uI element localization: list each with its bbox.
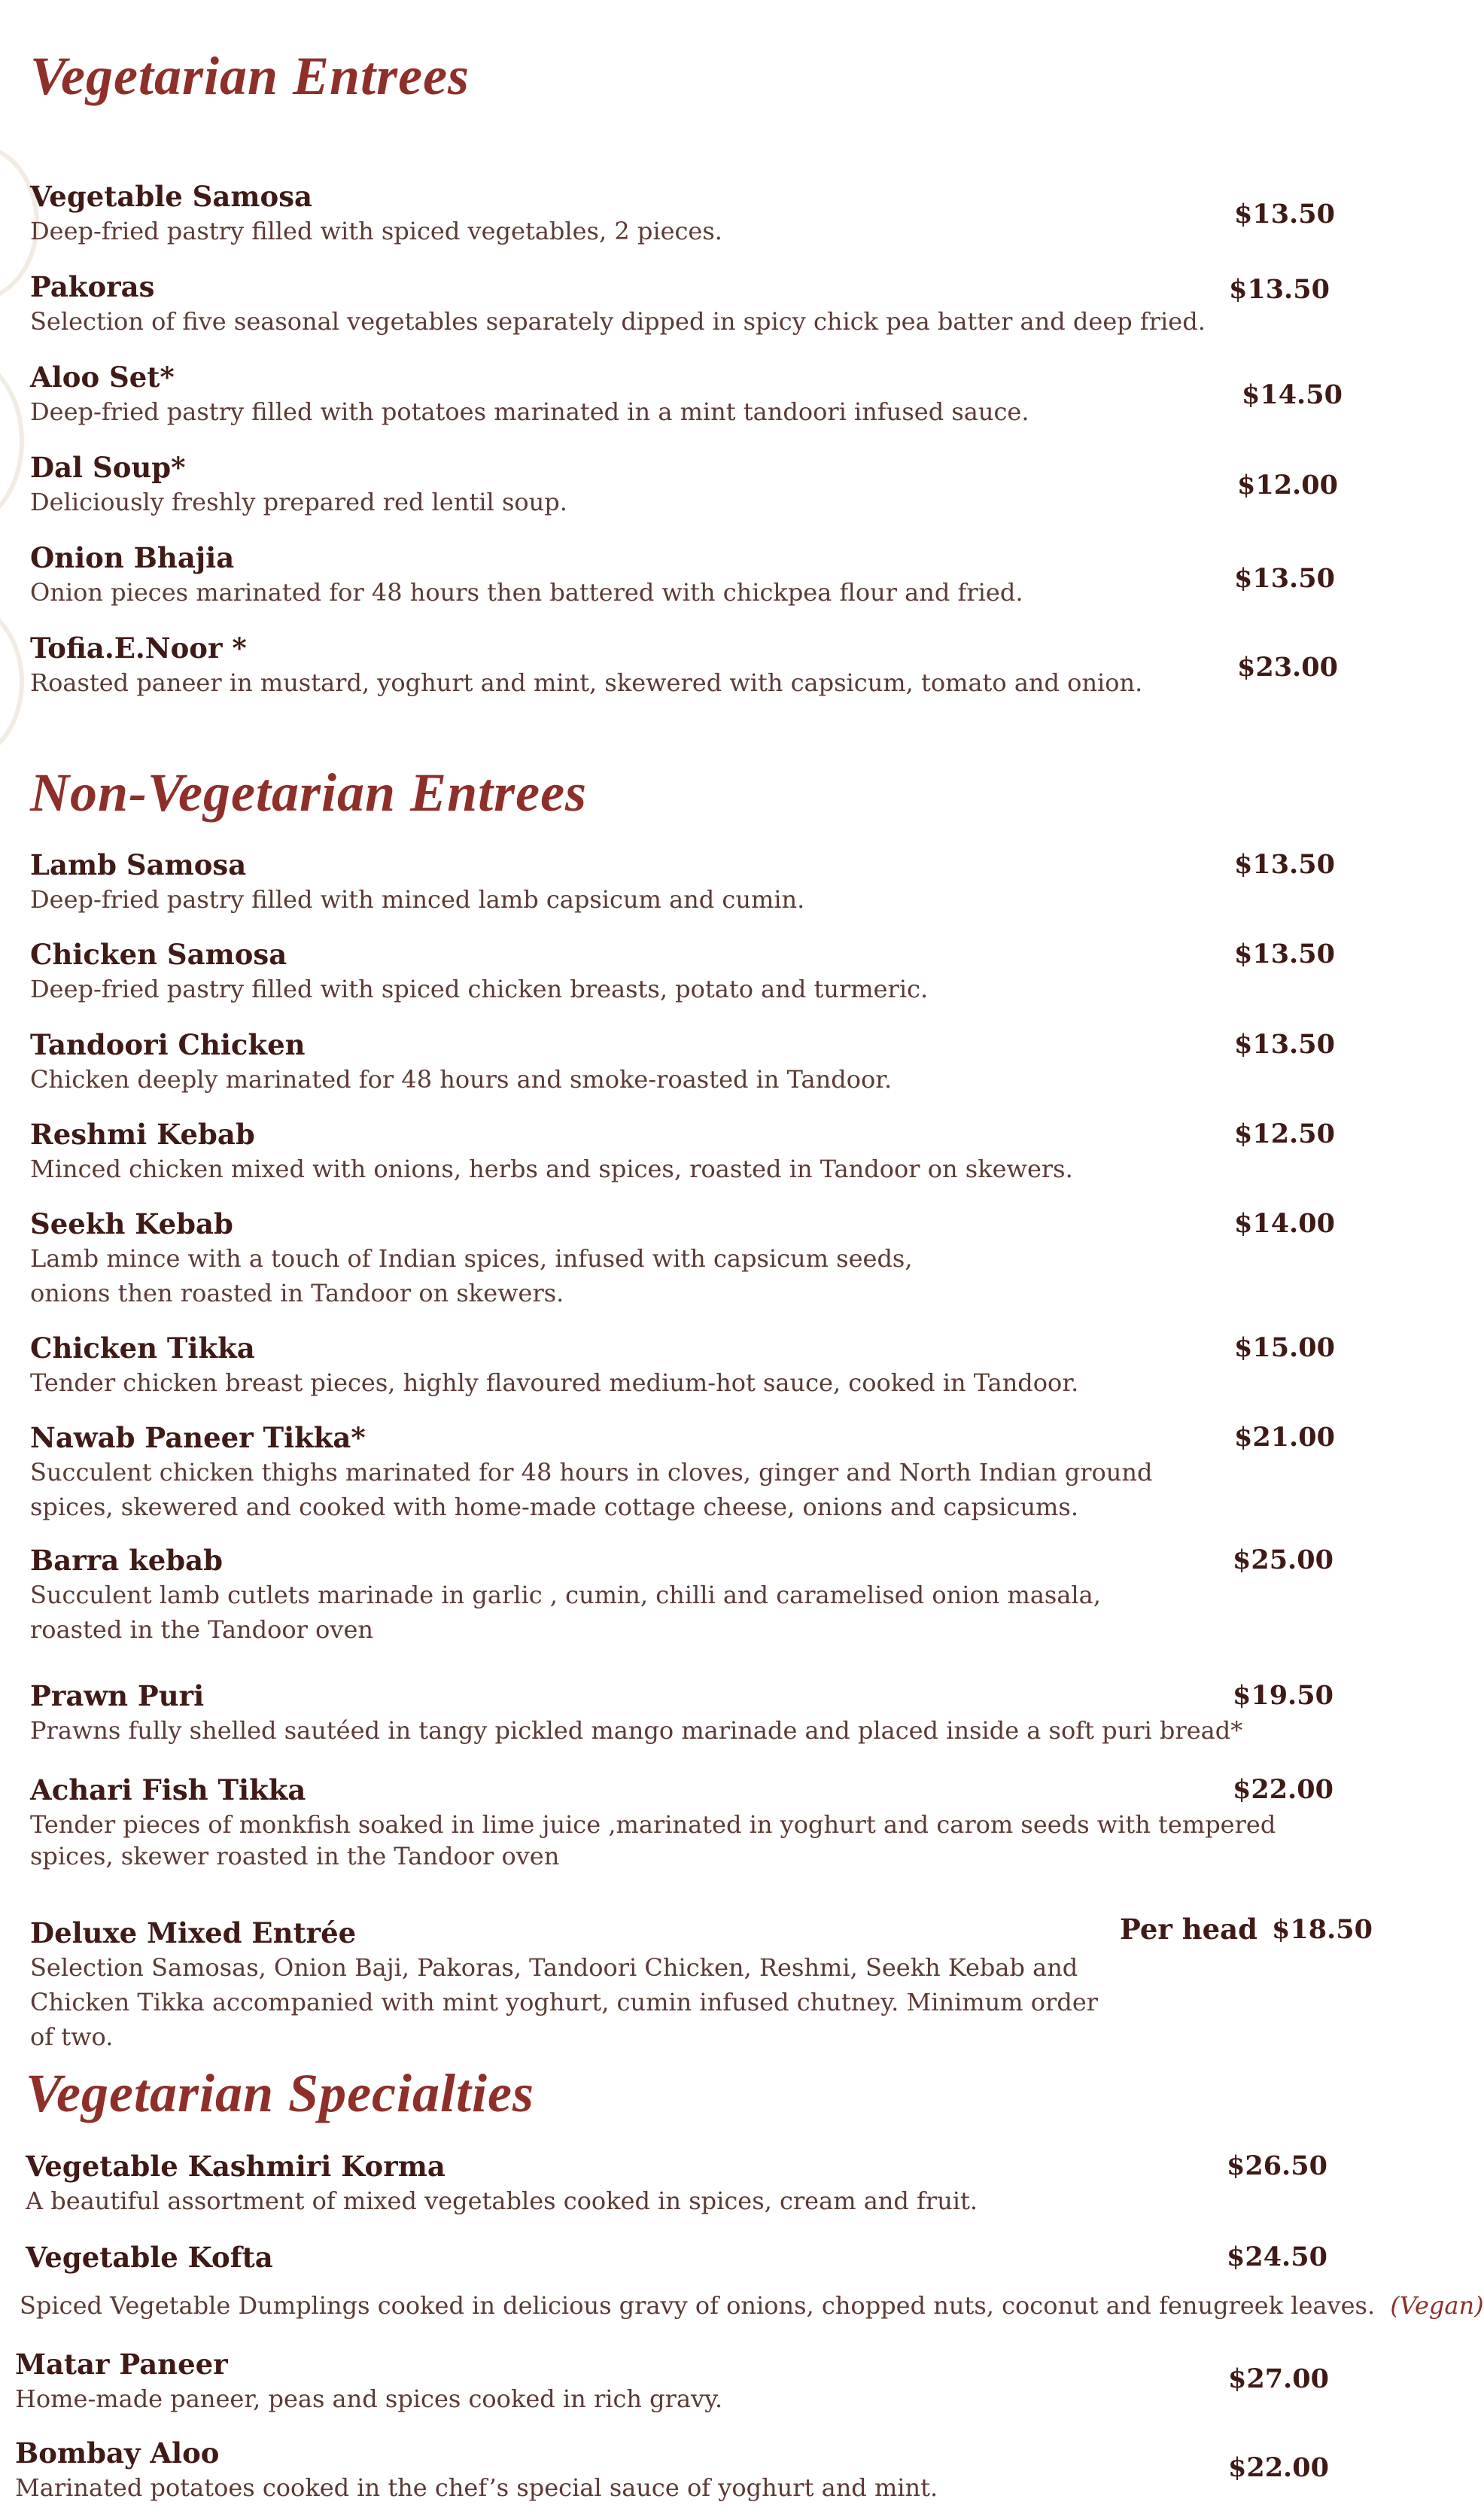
item-description: Minced chicken mixed with onions, herbs and spices, roasted in Tandoor on skewers. [30, 1155, 1073, 1183]
item-price: $21.00 [1234, 1422, 1335, 1453]
item-name: Vegetable Kofta [26, 2241, 273, 2274]
item-description-line-2: spices, skewered and cooked with home-made cottage cheese, onions and capsicums. [30, 1493, 1078, 1521]
item-name: Onion Bhajia [30, 541, 235, 574]
item-price: $26.50 [1227, 2150, 1327, 2181]
item-price: $13.50 [1234, 1029, 1335, 1060]
decorative-ornament [0, 354, 24, 528]
item-price: $27.00 [1228, 2363, 1329, 2394]
item-price: $24.50 [1227, 2242, 1327, 2272]
menu-item-description-row [20, 2288, 1484, 2323]
item-description: Succulent chicken thighs marinated for 48 hours in cloves, ginger and North Indian ground [30, 1458, 1153, 1487]
item-name: Bombay Aloo [15, 2436, 220, 2470]
item-price: $13.50 [1234, 939, 1335, 969]
item-description: Succulent lamb cutlets marinade in garlic , cumin, chilli and caramelised onion masala, [30, 1581, 1101, 1609]
item-name: Tandoori Chicken [30, 1028, 306, 1061]
item-description: Marinated potatoes cooked in the chef’s special sauce of yoghurt and mint. [15, 2473, 938, 2502]
item-name: Matar Paneer [15, 2348, 228, 2381]
menu-item [30, 937, 928, 1006]
item-name: Dal Soup* [30, 451, 186, 484]
item-name: Prawn Puri [30, 1679, 205, 1712]
item-price: $25.00 [1233, 1545, 1333, 1575]
item-name: Chicken Tikka [30, 1332, 255, 1365]
item-price: $14.50 [1242, 379, 1343, 410]
item-description: A beautiful assortment of mixed vegetables cooked in spices, cream and fruit. [26, 2187, 978, 2215]
item-price: $18.50 [1272, 1914, 1373, 1945]
item-name: Chicken Samosa [30, 938, 287, 971]
item-name: Barra kebab [30, 1544, 223, 1577]
section-title-vegetarian-entrees: Vegetarian Entrees [30, 46, 470, 106]
per-head-label: Per head [1120, 1913, 1258, 1946]
menu-item [26, 2240, 273, 2275]
item-price: $12.00 [1237, 470, 1338, 501]
menu-item [30, 1543, 1101, 1647]
menu-item [26, 2149, 978, 2218]
menu-item [30, 450, 567, 519]
item-price: $23.00 [1237, 652, 1338, 683]
menu-item [30, 1773, 1276, 1873]
item-description: Selection of five seasonal vegetables separately dipped in spicy chick pea batter and deep fried. [30, 307, 1206, 336]
menu-item [30, 1420, 1152, 1524]
item-price: $12.50 [1234, 1118, 1335, 1149]
item-name: Vegetable Samosa [30, 180, 313, 213]
item-name: Nawab Paneer Tikka* [30, 1421, 366, 1454]
item-price: $13.50 [1234, 199, 1335, 230]
menu-item [30, 1117, 1073, 1186]
item-price: $13.50 [1234, 563, 1335, 594]
section-title-non-vegetarian-entrees: Non-Vegetarian Entrees [30, 762, 588, 823]
item-description: Lamb mince with a touch of Indian spices, infused with capsicum seeds, [30, 1244, 913, 1273]
vegan-note: (Vegan) [1390, 2291, 1484, 2320]
menu-item [30, 1916, 1098, 2054]
decorative-ornament [0, 602, 24, 762]
menu-item [30, 1027, 892, 1097]
item-name: Seekh Kebab [30, 1207, 233, 1240]
item-description-line-2: Chicken Tikka accompanied with mint yoghurt, cumin infused chutney. Minimum order [30, 1988, 1099, 2016]
item-price: $15.00 [1234, 1332, 1335, 1363]
item-price: $22.00 [1228, 2452, 1329, 2483]
item-price: $14.00 [1234, 1208, 1335, 1239]
menu-item [30, 269, 1206, 339]
menu-item [30, 1207, 913, 1310]
item-description: Spiced Vegetable Dumplings cooked in delicious gravy of onions, chopped nuts, coconut and fenugreek leaves. [20, 2291, 1376, 2320]
section-title-vegetarian-specialties: Vegetarian Specialties [26, 2063, 534, 2123]
menu-item [30, 1331, 1078, 1400]
item-description: Onion pieces marinated for 48 hours then battered with chickpea flour and fried. [30, 578, 1023, 607]
item-name: Vegetable Kashmiri Korma [26, 2150, 446, 2183]
item-price: $19.50 [1233, 1680, 1333, 1711]
item-name: Deluxe Mixed Entrée [30, 1916, 357, 1949]
item-name: Tofia.E.Noor * [30, 632, 247, 665]
item-description: Roasted paneer in mustard, yoghurt and mint, skewered with capsicum, tomato and onion. [30, 668, 1143, 697]
item-description: Selection Samosas, Onion Baji, Pakoras, Tandoori Chicken, Reshmi, Seekh Kebab and [30, 1953, 1078, 1982]
item-description: Deliciously freshly prepared red lentil soup. [30, 488, 567, 516]
menu-item [30, 179, 722, 248]
item-description: Deep-fried pastry filled with minced lamb capsicum and cumin. [30, 885, 805, 914]
item-name: Pakoras [30, 270, 155, 303]
item-price: $22.00 [1233, 1774, 1333, 1805]
item-price: $13.50 [1234, 849, 1335, 880]
menu-item [30, 1678, 1242, 1748]
item-description-line-2: roasted in the Tandoor oven [30, 1615, 374, 1644]
menu-item [30, 848, 804, 917]
menu-item [30, 540, 1023, 610]
item-description: Deep-fried pastry filled with spiced vegetables, 2 pieces. [30, 217, 722, 245]
item-description: Tender chicken breast pieces, highly flavoured medium-hot sauce, cooked in Tandoor. [30, 1368, 1079, 1397]
item-name: Lamb Samosa [30, 848, 247, 881]
item-description-line-2: spices, skewer roasted in the Tandoor oven [30, 1842, 560, 1870]
item-description: Deep-fried pastry filled with potatoes marinated in a mint tandoori infused sauce. [30, 397, 1029, 426]
item-price: $13.50 [1229, 274, 1330, 305]
menu-item [15, 2436, 938, 2505]
menu-item [30, 360, 1029, 429]
item-description: Home-made paneer, peas and spices cooked in rich gravy. [15, 2385, 723, 2413]
item-description: Prawns fully shelled sautéed in tangy pickled mango marinade and placed inside a soft puri bread* [30, 1716, 1243, 1745]
menu-item [15, 2347, 722, 2416]
item-name: Achari Fish Tikka [30, 1773, 306, 1806]
item-description: Deep-fried pastry filled with spiced chicken breasts, potato and turmeric. [30, 975, 929, 1003]
item-description-line-3: of two. [30, 2022, 114, 2051]
item-name: Aloo Set* [30, 361, 175, 394]
item-name: Reshmi Kebab [30, 1118, 255, 1151]
item-description: Tender pieces of monkfish soaked in lime juice ,marinated in yoghurt and carom seeds with tempered [30, 1810, 1276, 1839]
menu-item [30, 631, 1142, 700]
item-description: Chicken deeply marinated for 48 hours and smoke-roasted in Tandoor. [30, 1065, 893, 1094]
item-description-line-2: onions then roasted in Tandoor on skewers. [30, 1279, 564, 1307]
